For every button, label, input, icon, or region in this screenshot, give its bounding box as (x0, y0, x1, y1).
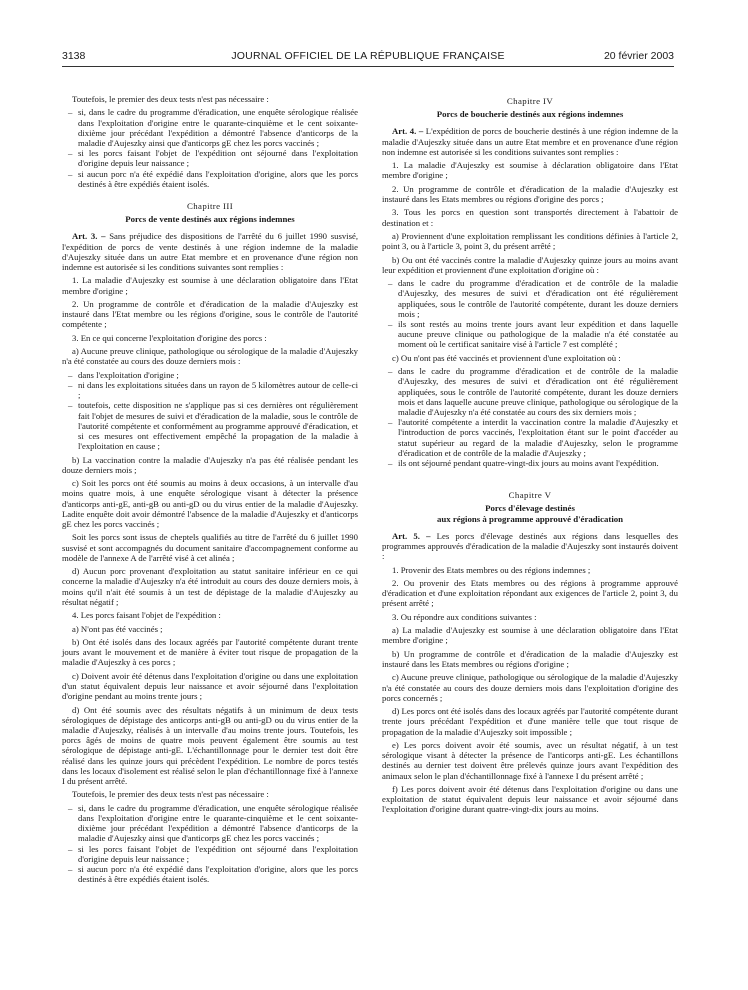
chapter-heading: Chapitre III (186, 201, 234, 212)
paragraph: d) Aucun porc provenant d'exploitation au statut sanitaire inférieur en ce qui concerne la maladie d'Aujeszky n'a été introduit au cours des douze derniers mois, à moins qu'il n'ait été soumis à un test de dépistage de la maladie d'Aujeszky au résultat négatif ; (62, 566, 358, 607)
article-text: L'expédition de porcs de boucherie destinés à une région indemne de la maladie d'Aujeszky située dans un autre Etat membre et en provenance d'une région non indemne est autorisée si les conditions suivantes sont remplies : (382, 126, 678, 157)
list-item: – si aucun porc n'a été expédié dans l'exploitation d'origine, alors que les porcs destinés à être expédiés étaient isolés. (62, 864, 358, 884)
article-text: Les porcs d'élevage destinés aux régions dans lesquelles des programmes approuvés d'éradication de la maladie d'Aujeszky sont instaurés doivent : (382, 530, 678, 562)
paragraph: e) Les porcs doivent avoir été soumis, avec un résultat négatif, à un test sérologique visant à détecter la présence de l'anticorps anti-gE. Les échantillons destinés au dernier test doivent être prélevés quinze jours avant l'expédition des animaux selon le plan d'échantillonnage fixé à l'annexe I du présent arrêté ; (382, 739, 678, 781)
list-item: – toutefois, cette disposition ne s'applique pas si ces dernières ont régulièrement fait l'objet de mesures de suivi et d'éradication de la maladie, sous le contrôle de l'autorité compétente et conformément au programme approuvé d'éradication, et si ces mesures ont effectivement empêché la propagation de la maladie à l'exploitation en cause ; (62, 400, 358, 451)
paragraph: 3. Ou répondre aux conditions suivantes : (392, 611, 537, 622)
paragraph: 3. Tous les porcs en question sont transportés directement à l'abattoir de destination et : (382, 207, 678, 228)
list-item: – dans le cadre du programme d'éradication et de contrôle de la maladie d'Aujeszky, des mesures de suivi et d'éradication ont été régulièrement appliquées, sous le contrôle de l'autorité compétente, durant les douze derniers mois et dans laquelle aucune preuve clinique, pathologique ou sérologique de la maladie d'Aujeszky n'a été constatée au cours des six derniers mois ; (382, 366, 678, 417)
paragraph: c) Doivent avoir été détenus dans l'exploitation d'origine ou dans une exploitation d'un statut équivalent depuis leur naissance et avoir séjourné dans l'exploitation d'origine pendant au moins trente jours ; (62, 670, 358, 702)
list-item: – l'autorité compétente a interdit la vaccination contre la maladie d'Aujeszky et l'introduction de porcs vaccinés, l'exploitation étant sur le point d'accéder au statut supérieur au regard de la maladie d'Aujeszky, selon le programme d'éradication et de contrôle de la maladie d'Aujeszky ; (382, 417, 678, 458)
list-item: – ils sont restés au moins trente jours avant leur expédition et dans laquelle aucune preuve clinique ou pathologique de la maladie n'a été constatée au moment où le certificat sanitaire visé à l'article 7 est complété ; (382, 319, 678, 350)
paragraph: f) Les porcs doivent avoir été détenus dans l'exploitation d'origine ou dans une exploitation de statut équivalent depuis leur naissance et avoir séjourné dans l'exploitation d'origine durant quatre-vingt-dix jours au moins. (382, 783, 678, 815)
paragraph: 2. Un programme de contrôle et d'éradication de la maladie d'Aujeszky est instauré dans les Etats membres ou régions d'origine des porcs ; (382, 183, 678, 204)
chapter-subtitle: aux régions à programme approuvé d'éradication (436, 513, 624, 524)
left-column (62, 94, 358, 888)
list-item: – si aucun porc n'a été expédié dans l'exploitation d'origine, alors que les porcs destinés à être expédiés étaient isolés. (62, 169, 358, 189)
paragraph: b) Ou ont été vaccinés contre la maladie d'Aujeszky quinze jours au moins avant leur expédition et proviennent d'une exploitation d'origine où : (382, 254, 678, 275)
paragraph: b) La vaccination contre la maladie d'Aujeszky n'a pas été réalisée pendant les douze derniers mois ; (62, 454, 358, 475)
paragraph: d) Ont été soumis avec des résultats négatifs à un minimum de deux tests sérologiques de dépistage des anticorps anti-gB ou anti-gD ou du virus entier de la maladie d'Aujeszky, réalisés à un intervalle d'au moins trente jours. Toutefois, les porcs âgés de moins de quatre mois peuvent également être soumis au test sérologique de dépistage anti-gE. L'échantillonnage pour le dernier test doit être réalisé dans les quinze jours qui précèdent l'expédition. Le nombre de porcs testés dans les locaux d'isolement est réalisé selon le plan d'échantillonnage fixé à l'annexe I du présent arrêté. (62, 704, 358, 786)
page-header (62, 48, 674, 64)
journal-title: JOURNAL OFFICIEL DE LA RÉPUBLIQUE FRANÇAISE (231, 50, 505, 62)
list-item: – dans l'exploitation d'origine ; (62, 370, 358, 380)
article-text: Sans préjudice des dispositions de l'arrêté du 6 juillet 1990 susvisé, l'expédition de porcs de vente destinés à une région indemne de la maladie d'Aujeszky située dans un autre Etat membre et en provenance d'une région non indemne est autorisée si les conditions suivantes sont remplies : (62, 231, 358, 273)
page-number: 3138 (62, 50, 86, 62)
list-item: – ni dans les exploitations situées dans un rayon de 5 kilomètres autour de celle-ci ; (62, 380, 358, 400)
paragraph: 2. Un programme de contrôle et d'éradication de la maladie d'Aujeszky est instauré dans l'Etat membre ou les régions d'origine, sous le contrôle de l'autorité compétente ; (62, 299, 358, 330)
paragraph: d) Les porcs ont été isolés dans des locaux agréés par l'autorité compétente durant trente jours précédant l'expédition et d'une manière telle que tout risque de propagation de la maladie d'Aujeszky soit impossible ; (382, 706, 678, 737)
chapter-subtitle: Porcs d'élevage destinés (485, 503, 575, 514)
bullet-list (62, 803, 358, 885)
paragraph: a) Proviennent d'une exploitation remplissant les conditions définies à l'article 2, point 3, ou à l'article 3, point 3, du présent arrêté ; (382, 230, 678, 252)
paragraph: Soit les porcs sont issus de cheptels qualifiés au titre de l'arrêté du 6 juillet 1990 susvisé et sont accompagnés du document sanitaire d'accompagnement conforme au modèle de l'annexe A de l'arrêté visé à cet alinéa ; (62, 532, 358, 563)
bullet-list (62, 370, 358, 452)
bullet-list (382, 366, 678, 468)
paragraph: b) Un programme de contrôle et d'éradication de la maladie d'Aujeszky est instauré dans les Etats membres ou régions d'origine ; (382, 648, 678, 669)
bullet-list (382, 278, 678, 349)
chapter-subtitle: Porcs de vente destinés aux régions indemnes (125, 214, 295, 225)
paragraph: c) Ou n'ont pas été vaccinés et proviennent d'une exploitation où : (392, 352, 621, 363)
article-paragraph (382, 126, 678, 157)
chapter-subtitle: Porcs de boucherie destinés aux régions indemnes (436, 109, 624, 120)
list-item: – si les porcs faisant l'objet de l'expédition ont séjourné dans l'exploitation d'origine depuis leur naissance ; (62, 148, 358, 168)
article-heading: Art. 3. – (72, 231, 106, 242)
paragraph: c) Aucune preuve clinique, pathologique ou sérologique de la maladie d'Aujeszky n'a été constatée au cours des douze derniers mois dans l'exploitation d'origine des porcs concernés ; (382, 672, 678, 703)
list-item: – si les porcs faisant l'objet de l'expédition ont séjourné dans l'exploitation d'origine depuis leur naissance ; (62, 844, 358, 864)
article-paragraph (62, 231, 358, 272)
paragraph: c) Soit les porcs ont été soumis au moins à deux occasions, à un intervalle d'au moins quatre mois, à une enquête sérologique visant à détecter la présence d'anticorps anti-gE, anti-gB ou anti-gD ou du virus entier de la maladie d'Aujeszky. Ladite enquête doit avoir démontré l'absence de la maladie d'Aujeszky et d'anticorps gE chez les porcs vaccinés ; (62, 478, 358, 530)
article-paragraph (382, 531, 678, 562)
paragraph: 1. La maladie d'Aujeszky est soumise à déclaration obligatoire dans l'Etat membre d'origine ; (382, 160, 678, 181)
list-item: – si, dans le cadre du programme d'éradication, une enquête sérologique réalisée dans l'exploitation d'origine entre le quarante-cinquième et le cent soixante-dixième jour précédant l'expédition a démontré l'absence d'anticorps de la maladie d'Aujeszky ainsi que d'anticorps gE chez les porcs vaccinés ; (62, 107, 358, 148)
list-item: – ils ont séjourné pendant quatre-vingt-dix jours au moins avant l'expédition. (382, 458, 678, 468)
paragraph: 1. Provenir des Etats membres ou des régions indemnes ; (392, 564, 591, 575)
paragraph: a) N'ont pas été vaccinés ; (72, 623, 163, 634)
paragraph: 3. En ce qui concerne l'exploitation d'origine des porcs : (72, 332, 267, 343)
list-item: – si, dans le cadre du programme d'éradication, une enquête sérologique réalisée dans l'exploitation d'origine entre le quarante-cinquième et le cent soixante-dixième jour précédant l'expédition a démontré l'absence d'anticorps de la maladie d'Aujeszky ainsi que d'anticorps gE chez les porcs vaccinés ; (62, 803, 358, 844)
publication-date: 20 février 2003 (603, 50, 674, 62)
paragraph: a) La maladie d'Aujeszky est soumise à une déclaration obligatoire dans l'Etat membre d'origine ; (382, 625, 678, 646)
header-rule (62, 66, 674, 67)
paragraph: a) Aucune preuve clinique, pathologique ou sérologique de la maladie d'Aujeszky n'a été constatée au cours des douze derniers mois : (62, 346, 358, 367)
article-heading: Art. 5. – (392, 530, 431, 541)
bullet-list (62, 107, 358, 189)
paragraph: 4. Les porcs faisant l'objet de l'expédition : (72, 610, 221, 621)
paragraph: Toutefois, le premier des deux tests n'est pas nécessaire : (72, 94, 269, 104)
paragraph: b) Ont été isolés dans des locaux agréés par l'autorité compétente durant trente jours avant le mouvement et de manière à éviter tout risque de propagation de la maladie d'Aujeszky à ces porcs ; (62, 636, 358, 668)
paragraph: Toutefois, le premier des deux tests n'est pas nécessaire : (72, 789, 269, 800)
article-heading: Art. 4. – (392, 126, 424, 137)
chapter-heading: Chapitre V (508, 490, 552, 501)
right-column (382, 94, 678, 818)
paragraph: 2. Ou provenir des Etats membres ou des régions à programme approuvé d'éradication et d'une exploitation répondant aux exigences de l'article 2, point 3, du présent arrêté ; (382, 578, 678, 609)
list-item: – dans le cadre du programme d'éradication et de contrôle de la maladie d'Aujeszky, des mesures de suivi et d'éradication ont été régulièrement appliquées, sous le contrôle de l'autorité compétente, durant les douze derniers mois ; (382, 278, 678, 319)
chapter-heading: Chapitre IV (506, 96, 554, 106)
paragraph: 1. La maladie d'Aujeszky est soumise à une déclaration obligatoire dans l'Etat membre d'origine ; (62, 275, 358, 296)
